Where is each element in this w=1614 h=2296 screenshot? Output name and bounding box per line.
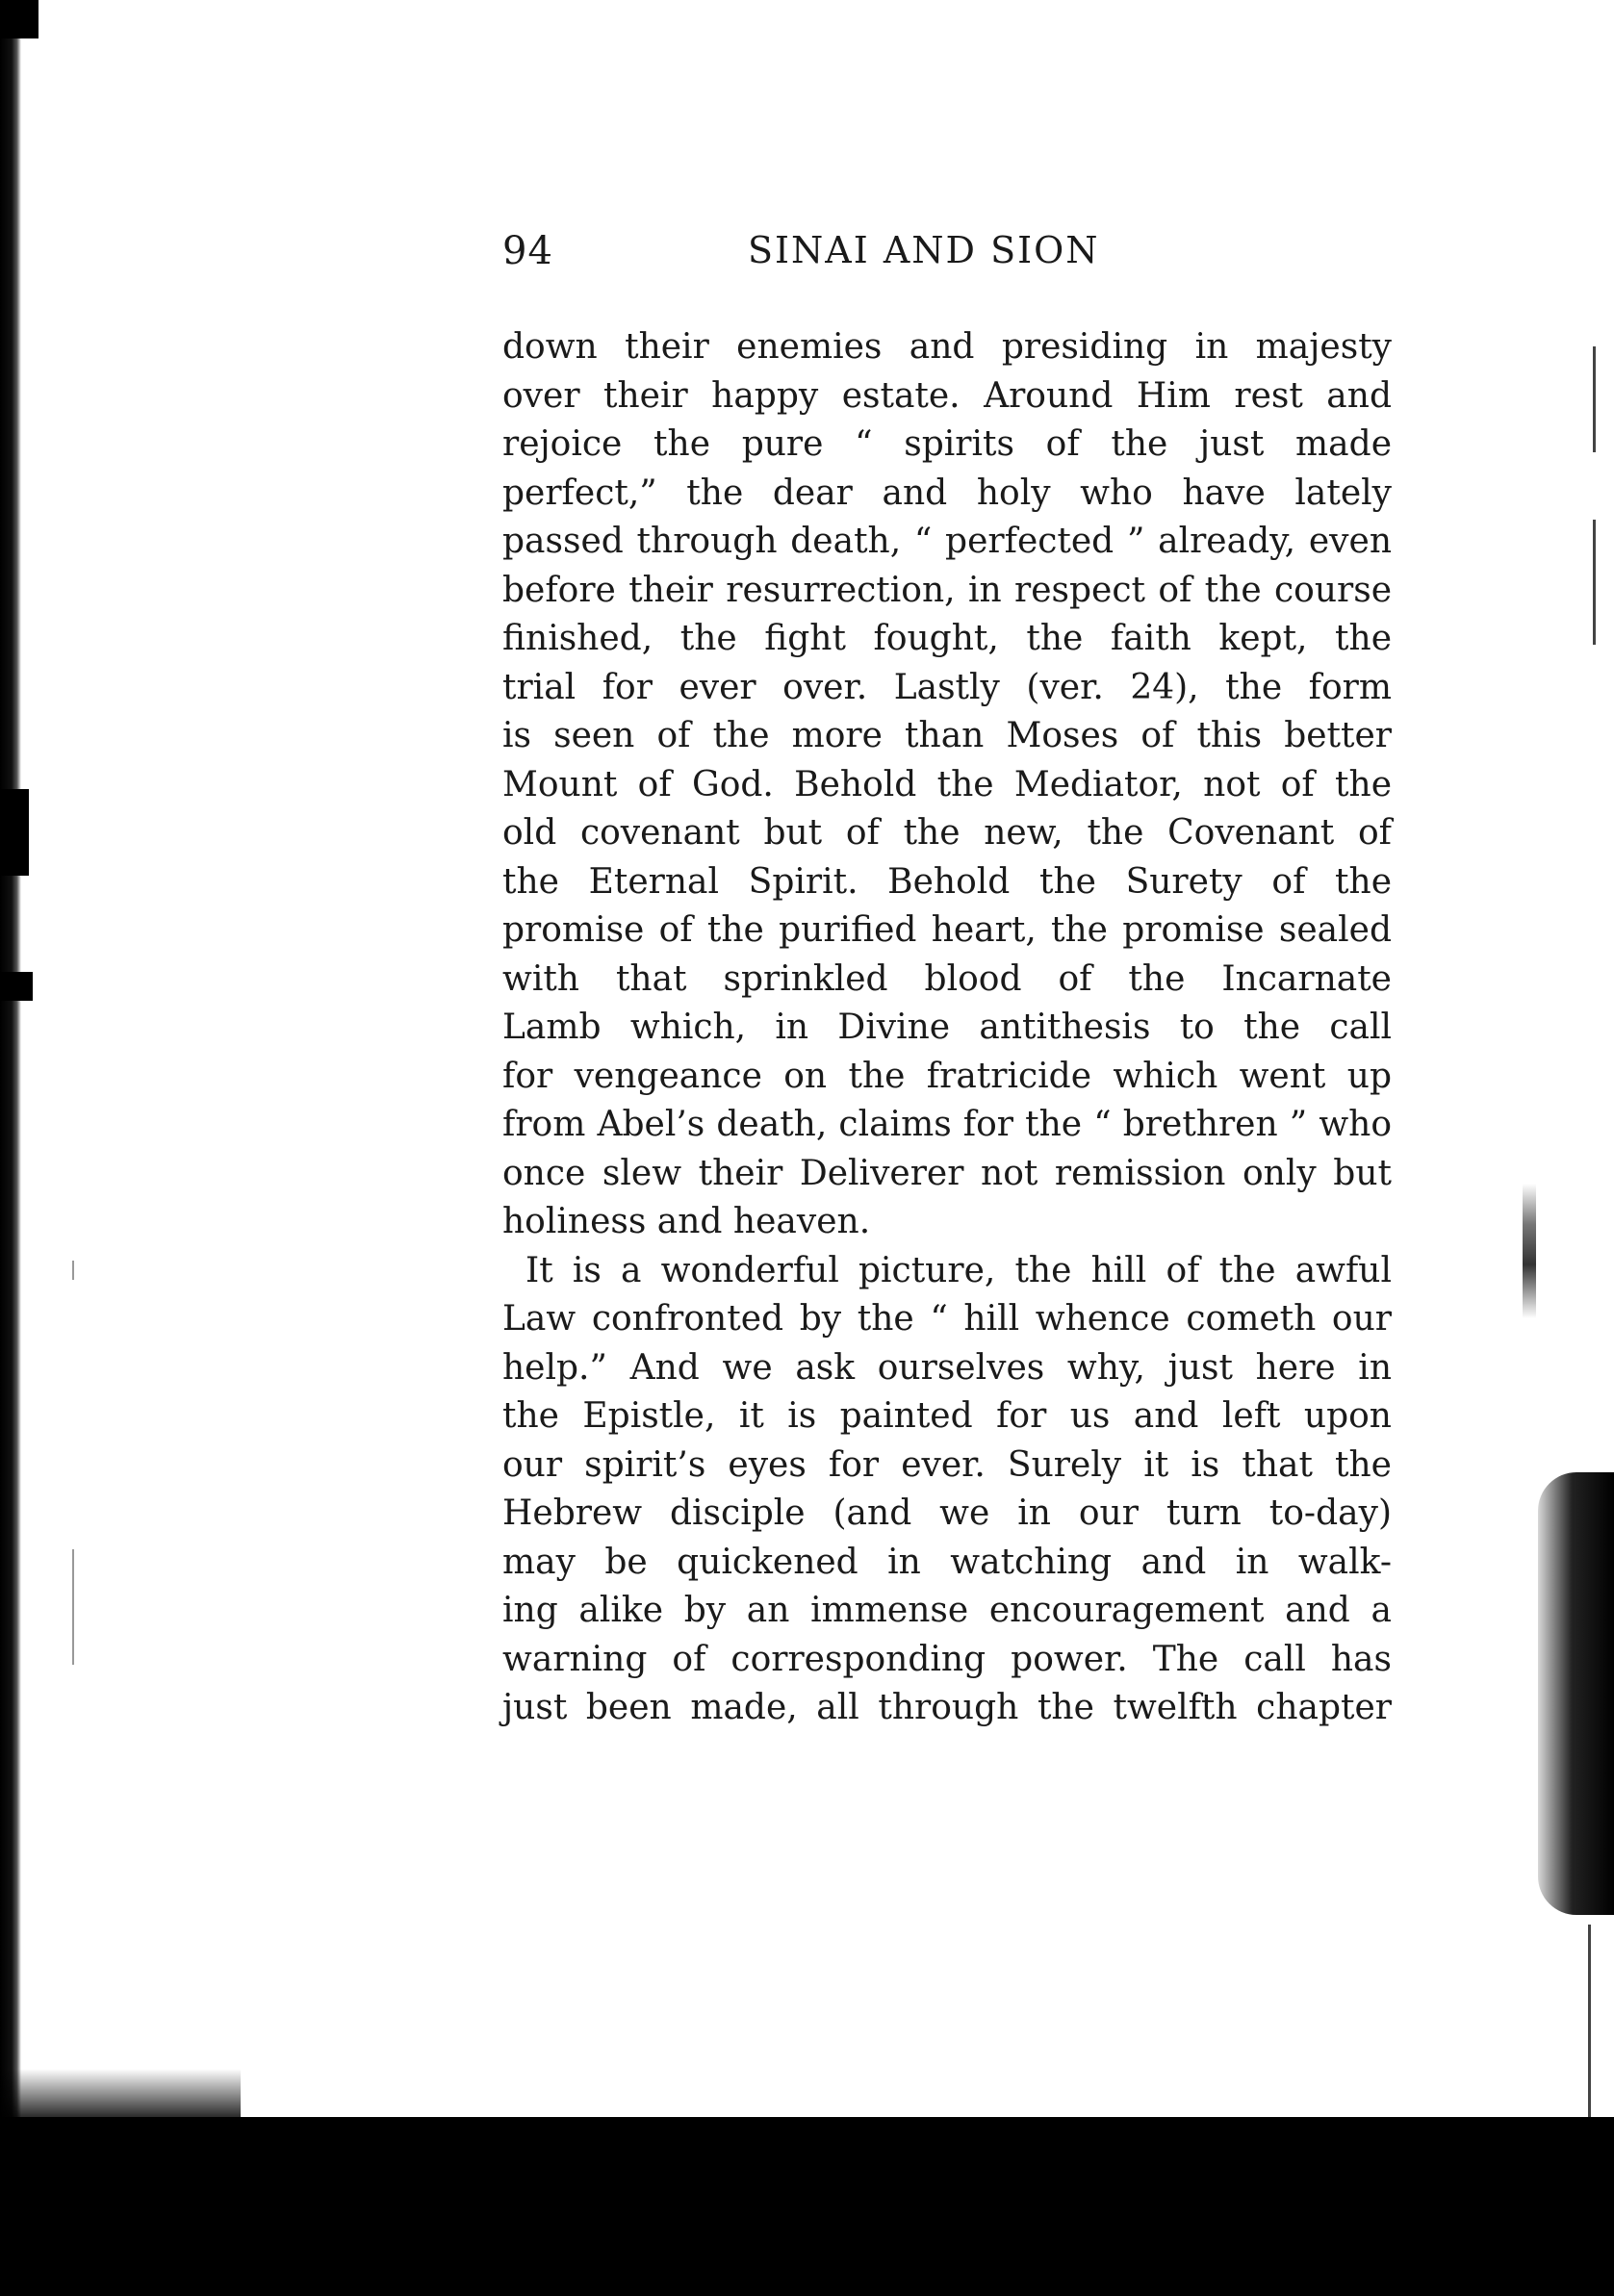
text-line: with that sprinkled blood of the Incarnate bbox=[502, 958, 1392, 999]
scan-faint-line bbox=[1593, 346, 1596, 452]
text-line: ing alike by an immense encouragement and a bbox=[502, 1591, 1392, 1630]
text-line: holiness and heaven. bbox=[502, 1202, 871, 1241]
page-header bbox=[502, 229, 1388, 287]
text-line: may be quickened in watching and in walk- bbox=[502, 1542, 1392, 1582]
body-text bbox=[502, 323, 1392, 1733]
text-line: old covenant but of the new, the Covenant of bbox=[502, 813, 1392, 853]
scan-edge-mark bbox=[0, 789, 29, 876]
scan-faint-line bbox=[72, 1549, 74, 1665]
text-line: trial for ever over. Lastly (ver. 24), the form bbox=[502, 667, 1392, 707]
text-line: Law confronted by the “ hill whence cometh our bbox=[502, 1299, 1392, 1339]
scan-smudge bbox=[1523, 1184, 1536, 1318]
text-line: down their enemies and presiding in majesty bbox=[502, 327, 1392, 367]
scan-faint-line bbox=[1588, 1925, 1591, 2117]
text-line: the Epistle, it is painted for us and left upon bbox=[502, 1396, 1392, 1436]
scan-edge-mark bbox=[0, 972, 33, 1001]
text-line: promise of the purified heart, the promise sealed bbox=[502, 910, 1392, 950]
scan-faint-line bbox=[72, 1261, 74, 1280]
text-line: Lamb which, in Divine antithesis to the call bbox=[502, 1008, 1392, 1047]
text-line: It is a wonderful picture, the hill of the awful bbox=[525, 1250, 1392, 1290]
text-line: our spirit’s eyes for ever. Surely it is that the bbox=[502, 1444, 1392, 1485]
scan-binding-edge bbox=[0, 0, 21, 2296]
text-line: over their happy estate. Around Him rest and bbox=[502, 375, 1392, 416]
scan-faint-line bbox=[1593, 520, 1596, 645]
text-line: the Eternal Spirit. Behold the Surety of the bbox=[502, 861, 1392, 902]
text-line: from Abel’s death, claims for the “ brethren ” who bbox=[502, 1105, 1392, 1144]
text-line: rejoice the pure “ spirits of the just made bbox=[502, 424, 1392, 464]
scan-edge-mark bbox=[0, 0, 38, 38]
text-line: for vengeance on the fratricide which went up bbox=[502, 1056, 1392, 1096]
scan-page-shadow bbox=[1538, 1472, 1614, 1915]
page-number: 94 bbox=[502, 229, 553, 273]
text-line: perfect,” the dear and holy who have lately bbox=[502, 472, 1392, 513]
text-line: warning of corresponding power. The call has bbox=[502, 1639, 1392, 1679]
text-line: once slew their Deliverer not remission only but bbox=[502, 1153, 1392, 1193]
text-line: before their resurrection, in respect of the course bbox=[502, 570, 1392, 610]
text-line: Mount of God. Behold the Mediator, not of the bbox=[502, 764, 1392, 804]
text-line: is seen of the more than Moses of this better bbox=[502, 716, 1392, 755]
running-title: SINAI AND SION bbox=[748, 229, 1100, 271]
text-line: just been made, all through the twelfth chapter bbox=[502, 1688, 1392, 1727]
text-line: finished, the fight fought, the faith kept, the bbox=[502, 619, 1392, 658]
text-line: help.” And we ask ourselves why, just here in bbox=[502, 1347, 1392, 1388]
scan-bottom-band bbox=[0, 2117, 1614, 2296]
text-line: passed through death, “ perfected ” already, even bbox=[502, 522, 1392, 561]
text-line: Hebrew disciple (and we in our turn to-day) bbox=[502, 1493, 1392, 1533]
